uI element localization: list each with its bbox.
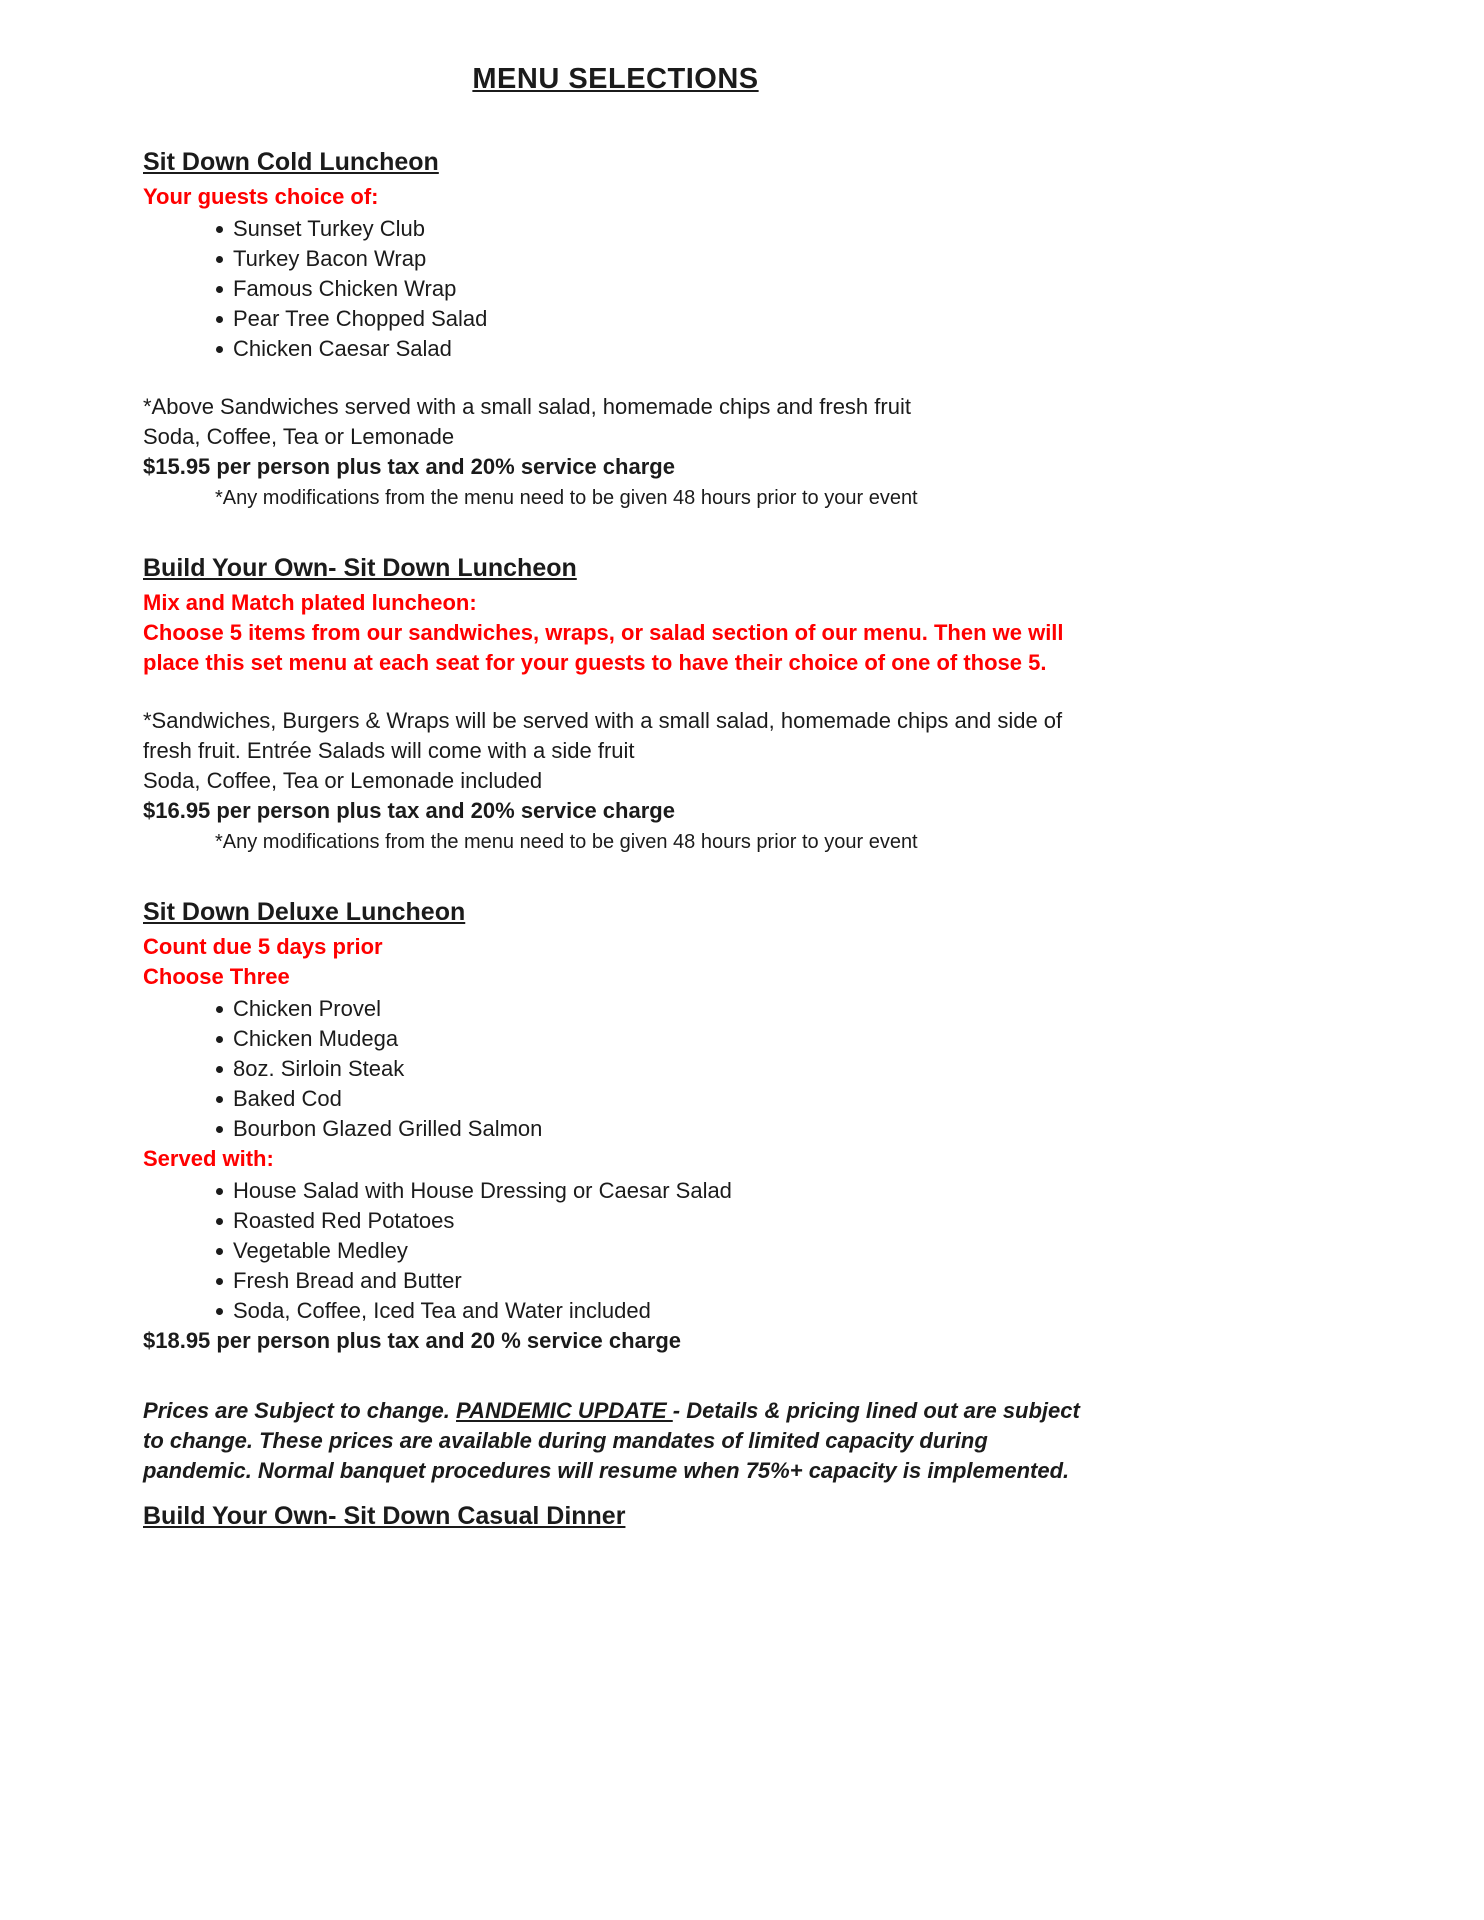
section-heading: Sit Down Cold Luncheon [143, 148, 439, 176]
section-heading: Sit Down Deluxe Luncheon [143, 898, 466, 926]
menu-item: House Salad with House Dressing or Caesar Salad [233, 1176, 1088, 1206]
price-line: $16.95 per person plus tax and 20% service charge [143, 798, 675, 823]
menu-item-list [143, 214, 1088, 364]
menu-document [143, 0, 1088, 1572]
section-intro-2: Choose Three [143, 964, 290, 989]
menu-item: Chicken Provel [233, 994, 1088, 1024]
section-cold-luncheon [143, 146, 1088, 512]
section-deluxe-luncheon [143, 896, 1088, 1356]
section-intro-2: Choose 5 items from our sandwiches, wraps, or salad section of our menu. Then we will place this set menu at each seat for your guests to have their choice of one of those 5. [143, 620, 1064, 675]
page-title: MENU SELECTIONS [472, 63, 759, 95]
price-line: $15.95 per person plus tax and 20% service charge [143, 454, 675, 479]
section-heading: Build Your Own- Sit Down Luncheon [143, 554, 577, 582]
menu-item: Pear Tree Chopped Salad [233, 304, 1088, 334]
menu-item: Chicken Caesar Salad [233, 334, 1088, 364]
disclaimer-rest: - Details & pricing lined out are subject to change. These prices are available during mandates of limited capacity during pandemic. Normal banquet procedures will resume when 75%+ capacity is implemented. [143, 1398, 1080, 1483]
menu-item: Baked Cod [233, 1084, 1088, 1114]
section-detail: Soda, Coffee, Tea or Lemonade included [143, 768, 543, 793]
section-detail: *Sandwiches, Burgers & Wraps will be served with a small salad, homemade chips and side of fresh fruit. Entrée Salads will come with a side fruit [143, 708, 1063, 763]
modification-note: *Any modifications from the menu need to be given 48 hours prior to your event [215, 487, 918, 509]
section-intro: Your guests choice of: [143, 184, 379, 209]
section-detail: *Above Sandwiches served with a small salad, homemade chips and fresh fruit [143, 394, 911, 419]
section-intro: Count due 5 days prior [143, 934, 383, 959]
menu-item: Vegetable Medley [233, 1236, 1088, 1266]
served-with-label: Served with: [143, 1146, 274, 1171]
section-build-your-own-luncheon [143, 552, 1088, 856]
menu-item: Fresh Bread and Butter [233, 1266, 1088, 1296]
pandemic-disclaimer [143, 1396, 1088, 1486]
menu-item: Chicken Mudega [233, 1024, 1088, 1054]
modification-note: *Any modifications from the menu need to be given 48 hours prior to your event [215, 831, 918, 853]
section-detail: Soda, Coffee, Tea or Lemonade [143, 424, 455, 449]
price-line: $18.95 per person plus tax and 20 % service charge [143, 1328, 682, 1353]
disclaimer-prefix: Prices are Subject to change. [143, 1398, 457, 1423]
section-intro: Mix and Match plated luncheon: [143, 590, 477, 615]
menu-item: Famous Chicken Wrap [233, 274, 1088, 304]
menu-item: Sunset Turkey Club [233, 214, 1088, 244]
pandemic-update-label: PANDEMIC UPDATE [456, 1398, 673, 1423]
menu-item: Soda, Coffee, Iced Tea and Water included [233, 1296, 1088, 1326]
menu-item: Turkey Bacon Wrap [233, 244, 1088, 274]
menu-item: Bourbon Glazed Grilled Salmon [233, 1114, 1088, 1144]
menu-item: 8oz. Sirloin Steak [233, 1054, 1088, 1084]
served-with-list [143, 1176, 1088, 1326]
section-heading-casual-dinner: Build Your Own- Sit Down Casual Dinner [143, 1502, 626, 1530]
menu-item-list [143, 994, 1088, 1144]
menu-item: Roasted Red Potatoes [233, 1206, 1088, 1236]
